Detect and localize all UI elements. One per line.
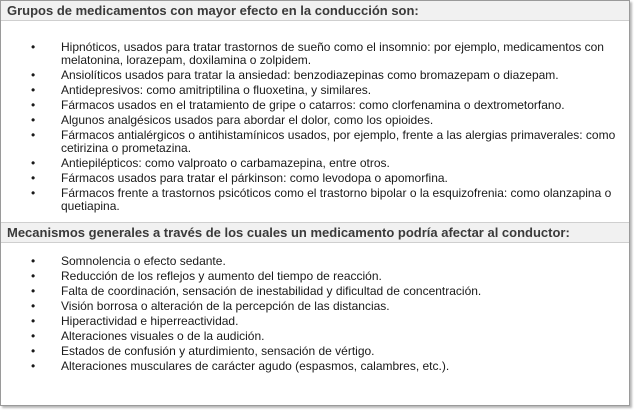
bullet-icon: • [31,68,36,82]
bullet-icon: • [31,329,36,343]
list-item [1,255,629,268]
bullet-icon: • [31,156,36,170]
list-item-text: Fármacos usados en el tratamiento de gripe o catarros: como clorfenamina o dextrometorfano. [61,98,565,112]
general-mechanisms-list [1,243,629,373]
bullet-icon: • [31,269,36,283]
bullet-icon: • [31,284,36,298]
list-item-text: Antiepilépticos: como valproato o carbamazepina, entre otros. [61,156,390,170]
list-item [1,345,629,358]
bullet-icon: • [31,83,36,97]
list-item-text: Falta de coordinación, sensación de inestabilidad y dificultad de concentración. [61,284,482,298]
list-item-text: Algunos analgésicos usados para abordar el dolor, como los opioides. [61,113,434,127]
list-item [1,172,629,185]
list-item-text: Hipnóticos, usados para tratar trastornos de sueño como el insomnio: por ejemplo, medicamentos con melatonina, lorazepam, doxilamina o zolpidem. [61,40,604,67]
list-item [1,41,629,67]
bullet-icon: • [31,314,36,328]
list-item [1,84,629,97]
medication-groups-list [1,21,629,213]
list-item-text: Ansiolíticos usados para tratar la ansiedad: benzodiazepinas como bromazepam o diazepam. [61,68,559,82]
list-item-text: Fármacos usados para tratar el párkinson: como levodopa o apomorfina. [61,171,448,185]
list-item [1,187,629,213]
list-item-text: Fármacos frente a trastornos psicóticos como el trastorno bipolar o la esquizofrenia: como olanzapina o quetiapina. [61,186,612,213]
bullet-icon: • [31,40,36,54]
bullet-icon: • [31,254,36,268]
bullet-icon: • [31,113,36,127]
list-item [1,285,629,298]
bullet-icon: • [31,98,36,112]
list-item [1,315,629,328]
list-item-text: Alteraciones visuales o de la audición. [61,329,265,343]
list-item-text: Alteraciones musculares de carácter agudo (espasmos, calambres, etc.). [61,359,450,373]
list-item-text: Visión borrosa o alteración de la percepción de las distancias. [61,299,390,313]
list-item-text: Reducción de los reflejos y aumento del tiempo de reacción. [61,269,382,283]
list-item [1,330,629,343]
list-item-text: Antidepresivos: como amitriptilina o fluoxetina, y similares. [61,83,372,97]
bullet-icon: • [31,299,36,313]
list-item-text: Somnolencia o efecto sedante. [61,254,226,268]
list-item [1,360,629,373]
section-heading-general-mechanisms: Mecanismos generales a través de los cuales un medicamento podría afectar al conductor: [1,222,629,243]
bullet-icon: • [31,344,36,358]
list-item [1,69,629,82]
list-item [1,270,629,283]
bullet-icon: • [31,359,36,373]
list-item-text: Hiperactividad e hiperreactividad. [61,314,239,328]
bullet-icon: • [31,186,36,200]
list-item-text: Estados de confusión y aturdimiento, sensación de vértigo. [61,344,375,358]
list-item [1,99,629,112]
list-item-text: Fármacos antialérgicos o antihistamínicos usados, por ejemplo, frente a las alergias primaverales: como cetirizina o prometazina. [61,128,616,155]
bullet-icon: • [31,171,36,185]
bullet-icon: • [31,128,36,142]
list-item [1,157,629,170]
list-item [1,114,629,127]
section-heading-medication-groups: Grupos de medicamentos con mayor efecto en la conducción son: [1,1,629,21]
list-item [1,129,629,155]
list-item [1,300,629,313]
